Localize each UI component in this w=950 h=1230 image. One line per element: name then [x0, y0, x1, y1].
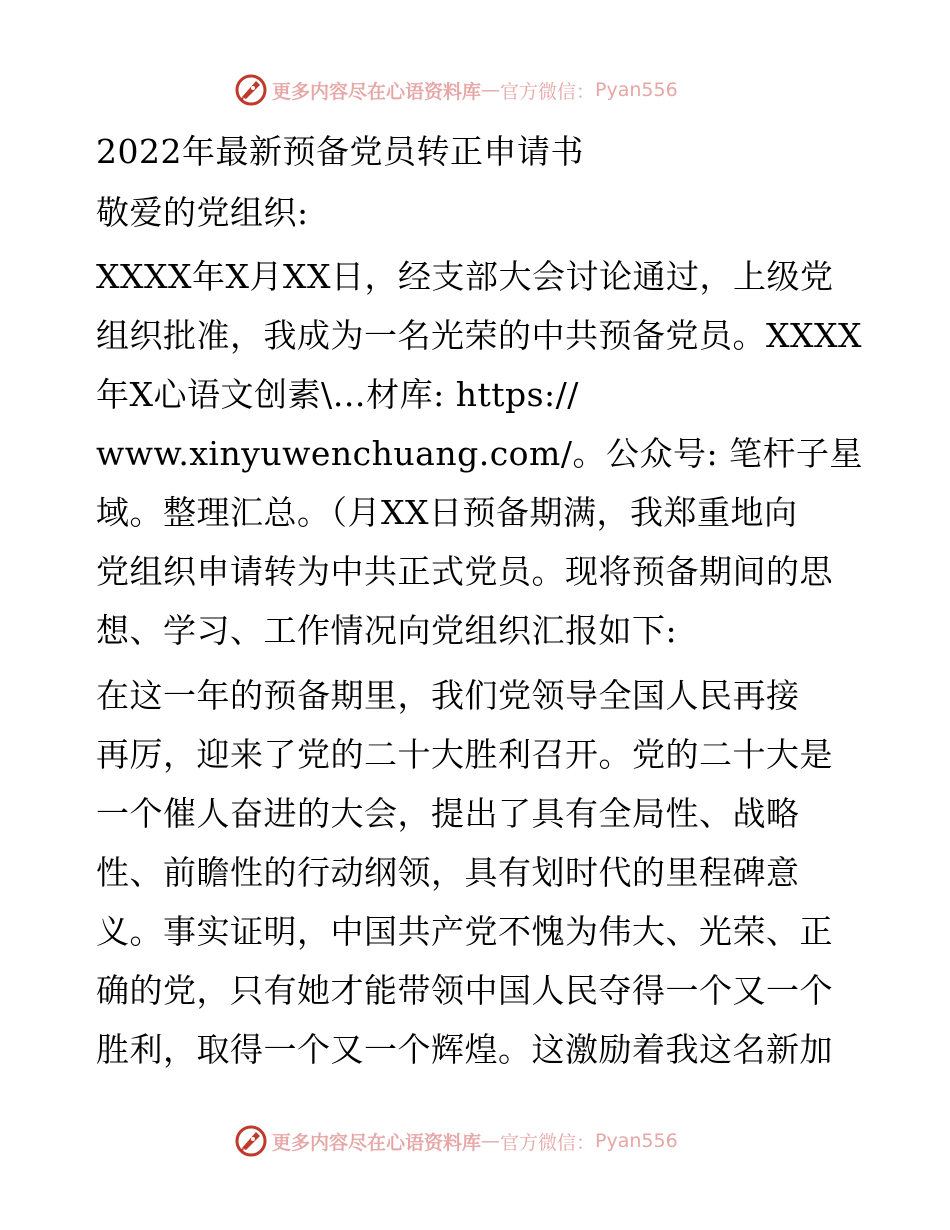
- document-body: [96, 122, 864, 1079]
- paragraph-line: XXXX年X月XX日，经支部大会讨论通过，上级党: [96, 257, 834, 296]
- footer-watermark: [234, 1121, 678, 1161]
- watermark-sub-text: 官方微信：: [500, 1131, 596, 1154]
- paragraph-line: 党组织申请转为中共正式党员。现将预备期间的思: [96, 552, 833, 591]
- watermark-main-text: 更多内容尽在心语资料库: [272, 80, 482, 103]
- paragraph-line: 域。整理汇总。（月XX日预备期满，我郑重地向: [96, 493, 798, 532]
- paragraph-line: 组织批准，我成为一名光荣的中共预备党员。XXXX: [96, 316, 862, 355]
- watermark-id-text: Pyan556: [595, 79, 678, 101]
- watermark-id-text: Pyan556: [595, 1130, 678, 1152]
- paragraph-line: 胜利，取得一个又一个辉煌。这激励着我这名新加: [96, 1030, 833, 1069]
- watermark-sub-text: 官方微信：: [500, 80, 596, 103]
- paragraph-line: 想、学习、工作情况向党组织汇报如下:: [96, 611, 678, 650]
- watermark-dash: —: [481, 79, 501, 101]
- paragraph-line: 再厉，迎来了党的二十大胜利召开。党的二十大是: [96, 735, 833, 774]
- pen-logo-icon: [234, 73, 268, 107]
- paragraph-2: [96, 666, 856, 1079]
- paragraph-line: 性、前瞻性的行动纲领，具有划时代的里程碑意: [96, 853, 800, 892]
- document-title: 2022年最新预备党员转正申请书: [96, 132, 584, 171]
- pen-logo-icon: [234, 1124, 268, 1158]
- watermark-main-text: 更多内容尽在心语资料库: [272, 1131, 482, 1154]
- paragraph-line: 义。事实证明，中国共产党不愧为伟大、光荣、正: [96, 912, 833, 951]
- paragraph-1: [96, 247, 864, 660]
- paragraph-line: www.xinyuwenchuang.com/。公众号: 笔杆子星: [96, 434, 864, 473]
- salutation: 敬爱的党组织:: [96, 193, 309, 232]
- header-watermark: [234, 70, 678, 110]
- watermark-dash: —: [481, 1130, 501, 1152]
- paragraph-line: 年X心语文创素\…材库: https://: [96, 375, 579, 414]
- paragraph-line: 在这一年的预备期里，我们党领导全国人民再接: [96, 676, 800, 715]
- paragraph-line: 确的党，只有她才能带领中国人民夺得一个又一个: [96, 971, 833, 1010]
- paragraph-line: 一个催人奋进的大会，提出了具有全局性、战略: [96, 794, 800, 833]
